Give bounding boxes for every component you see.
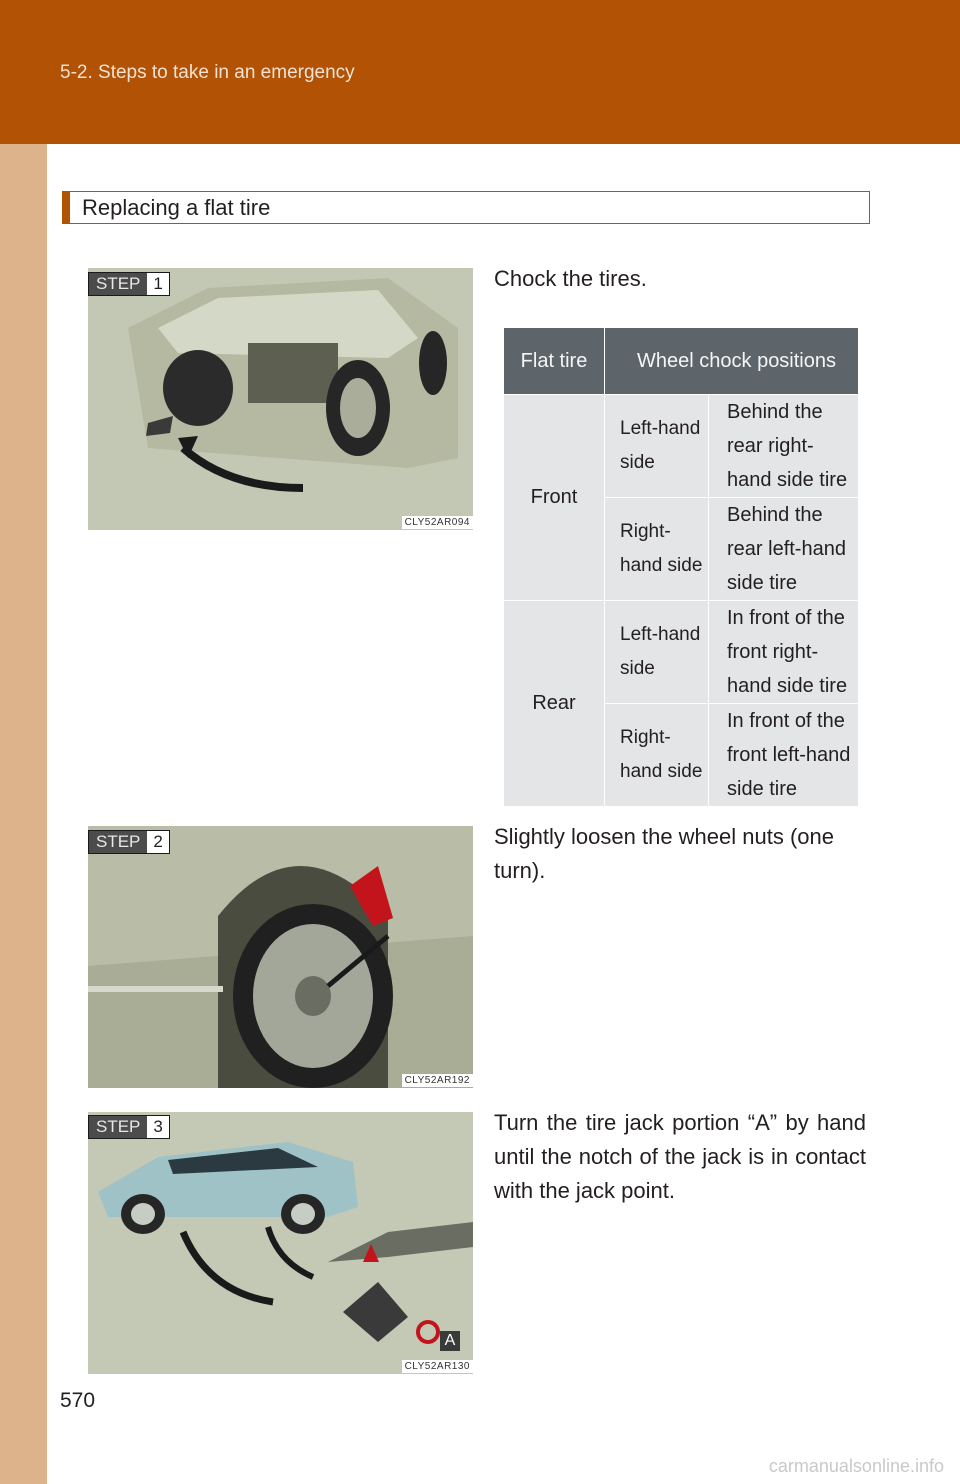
step-3-illustration bbox=[88, 1112, 473, 1374]
page-header bbox=[0, 0, 960, 144]
left-margin-strip bbox=[0, 0, 47, 1484]
step-2-illustration bbox=[88, 826, 473, 1088]
step-3-text: Turn the tire jack portion “A” by hand until the notch of the jack is in contact with the jack point. bbox=[494, 1110, 866, 1203]
table-row bbox=[504, 395, 859, 498]
table-cell-group-front: Front bbox=[504, 395, 605, 601]
table-row bbox=[504, 601, 859, 704]
section-heading: Replacing a flat tire bbox=[82, 195, 271, 220]
table-cell-side: Left-hand side bbox=[605, 395, 709, 498]
step-label: STEP bbox=[89, 831, 147, 853]
table-cell-position: In front of the front left-hand side tire bbox=[709, 704, 859, 807]
step-number: 2 bbox=[147, 831, 168, 853]
figure-code: CLY52AR094 bbox=[402, 516, 473, 529]
footer-watermark: carmanualsonline.info bbox=[768, 1456, 944, 1476]
table-cell-side: Left-hand side bbox=[605, 601, 709, 704]
table-header-chock-positions: Wheel chock positions bbox=[605, 328, 859, 395]
step-label: STEP bbox=[89, 273, 147, 295]
step-1-text: Chock the tires. bbox=[494, 266, 647, 291]
section-heading-marker bbox=[62, 191, 70, 224]
page-number: 570 bbox=[60, 1389, 96, 1412]
step-2-badge bbox=[88, 830, 170, 854]
step-1-illustration bbox=[88, 268, 473, 530]
table-header-flat-tire: Flat tire bbox=[504, 328, 605, 395]
callout-a-label: A bbox=[440, 1331, 460, 1351]
table-cell-side: Right-hand side bbox=[605, 704, 709, 807]
step-2-text: Slightly loosen the wheel nuts (one turn). bbox=[494, 824, 834, 883]
step-1-badge bbox=[88, 272, 170, 296]
step-number: 3 bbox=[147, 1116, 168, 1138]
wheel-chock-table bbox=[503, 327, 859, 807]
table-cell-position: Behind the rear left-hand side tire bbox=[709, 498, 859, 601]
step-3-badge bbox=[88, 1115, 170, 1139]
header-section-title: 5-2. Steps to take in an emergency bbox=[60, 62, 355, 83]
step-label: STEP bbox=[89, 1116, 147, 1138]
table-cell-position: Behind the rear right-hand side tire bbox=[709, 395, 859, 498]
figure-code: CLY52AR192 bbox=[402, 1074, 473, 1087]
table-cell-group-rear: Rear bbox=[504, 601, 605, 807]
figure-code: CLY52AR130 bbox=[402, 1360, 473, 1373]
table-cell-side: Right-hand side bbox=[605, 498, 709, 601]
table-cell-position: In front of the front right-hand side tire bbox=[709, 601, 859, 704]
step-number: 1 bbox=[147, 273, 168, 295]
